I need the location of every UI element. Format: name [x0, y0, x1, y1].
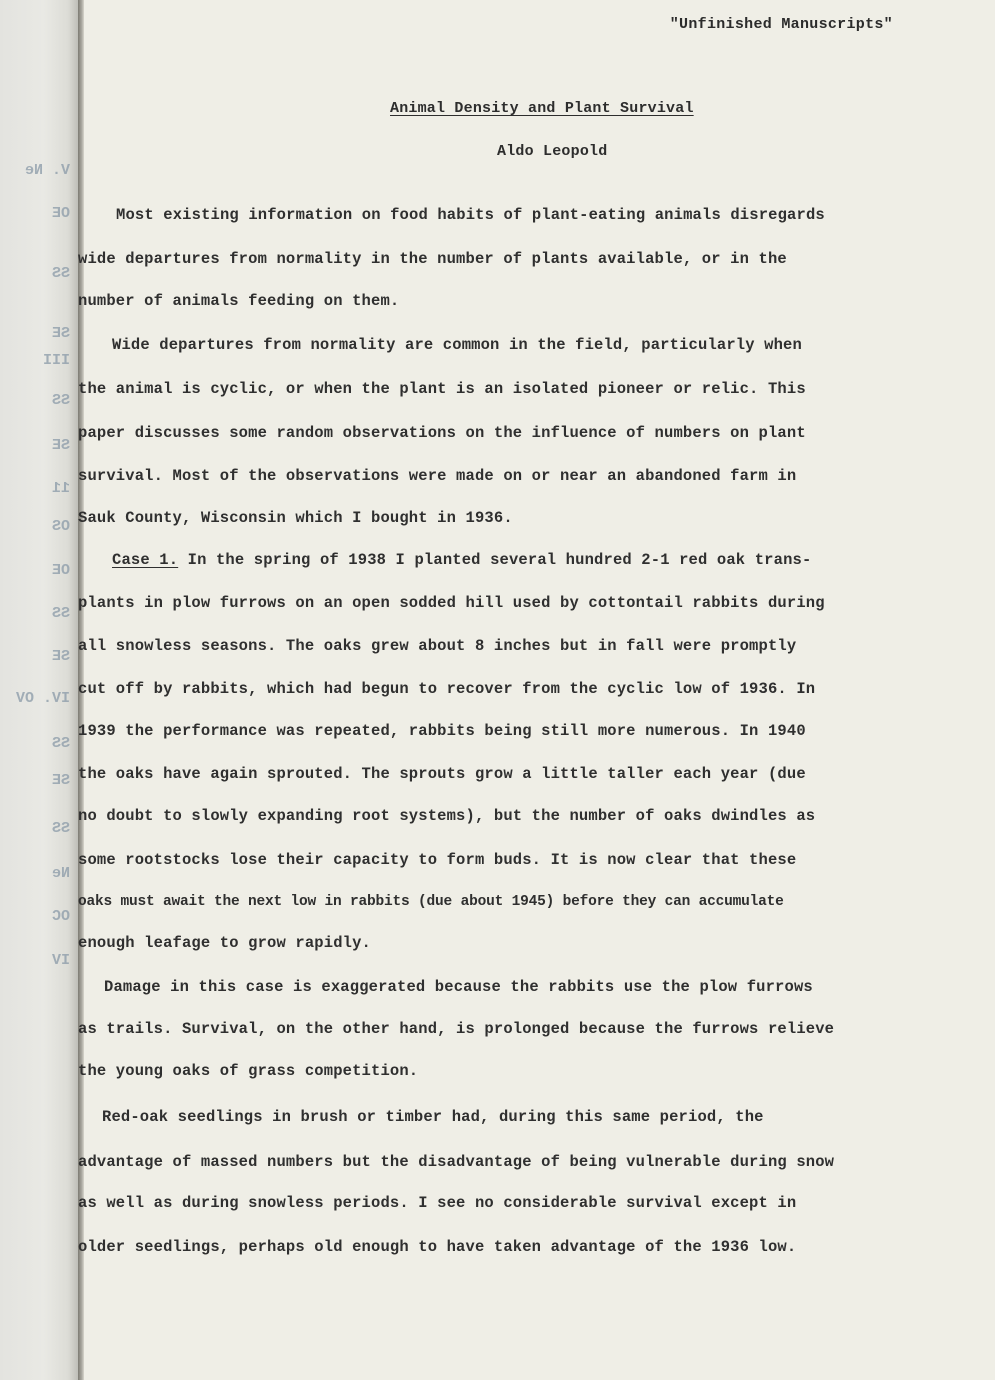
text-line: Damage in this case is exaggerated because the rabbits use the plow furrows [104, 978, 813, 996]
text-line: paper discusses some random observations on the influence of numbers on plant [78, 424, 806, 442]
bleed-text: SS [51, 820, 70, 837]
text-line: as well as during snowless periods. I see no considerable survival except in [78, 1194, 797, 1212]
document-author: Aldo Leopold [497, 143, 608, 160]
bleed-text: Ne [51, 865, 70, 882]
text-line: cut off by rabbits, which had begun to recover from the cyclic low of 1936. In [78, 680, 816, 698]
text-line: plants in plow furrows on an open sodded hill used by cottontail rabbits during [78, 594, 825, 612]
bleed-text: OE [51, 205, 70, 222]
bleed-text: OC [51, 908, 70, 925]
text-line: In the spring of 1938 I planted several hundred 2-1 red oak trans- [187, 551, 812, 569]
facing-page-edge [0, 0, 80, 1380]
case-paragraph-first-line [112, 551, 811, 569]
bleed-text: III [42, 352, 70, 369]
document-title: Animal Density and Plant Survival [390, 100, 694, 117]
bleed-text: SE [51, 772, 70, 789]
bleed-text: SS [51, 265, 70, 282]
text-line: advantage of massed numbers but the disadvantage of being vulnerable during snow [78, 1153, 835, 1171]
text-line: older seedlings, perhaps old enough to have taken advantage of the 1936 low. [78, 1238, 797, 1256]
bleed-text: OE [51, 562, 70, 579]
bleed-text: IV. OV [15, 690, 70, 707]
bleed-text: V. Ne [24, 162, 70, 179]
collection-label: "Unfinished Manuscripts" [669, 16, 893, 33]
case-label: Case 1. [112, 551, 179, 569]
text-line: the animal is cyclic, or when the plant is an isolated pioneer or relic. This [78, 380, 806, 398]
text-line: enough leafage to grow rapidly. [78, 934, 371, 952]
bleed-text: SE [51, 325, 70, 342]
bleed-text: SS [51, 392, 70, 409]
text-line: all snowless seasons. The oaks grew about 8 inches but in fall were promptly [78, 637, 797, 655]
text-line: number of animals feeding on them. [78, 292, 400, 310]
text-line: the oaks have again sprouted. The sprouts grow a little taller each year (due [78, 765, 806, 783]
bleed-text: SS [51, 605, 70, 622]
bleed-text: SE [51, 437, 70, 454]
text-line: survival. Most of the observations were made on or near an abandoned farm in [78, 467, 797, 485]
manuscript-page [78, 0, 995, 1380]
bleed-text: SS [51, 735, 70, 752]
bleed-text: SE [51, 648, 70, 665]
text-line: Wide departures from normality are common in the field, particularly when [112, 336, 802, 354]
bleed-text: IV [51, 952, 70, 969]
text-line: Most existing information on food habits of plant-eating animals disregards [116, 206, 825, 224]
text-line: as trails. Survival, on the other hand, is prolonged because the furrows relieve [78, 1020, 835, 1038]
text-line: some rootstocks lose their capacity to form buds. It is now clear that these [78, 851, 797, 869]
text-line: oaks must await the next low in rabbits (due about 1945) before they can accumulate [78, 894, 784, 910]
text-line: Sauk County, Wisconsin which I bought in 1936. [78, 509, 513, 527]
text-line: wide departures from normality in the number of plants available, or in the [78, 250, 787, 268]
text-line: 1939 the performance was repeated, rabbits being still more numerous. In 1940 [78, 722, 806, 740]
text-line: the young oaks of grass competition. [78, 1062, 419, 1080]
bleed-text: 11 [51, 480, 70, 497]
bleed-text: OS [51, 518, 70, 535]
text-line: Red-oak seedlings in brush or timber had, during this same period, the [102, 1108, 764, 1126]
text-line: no doubt to slowly expanding root systems), but the number of oaks dwindles as [78, 807, 816, 825]
